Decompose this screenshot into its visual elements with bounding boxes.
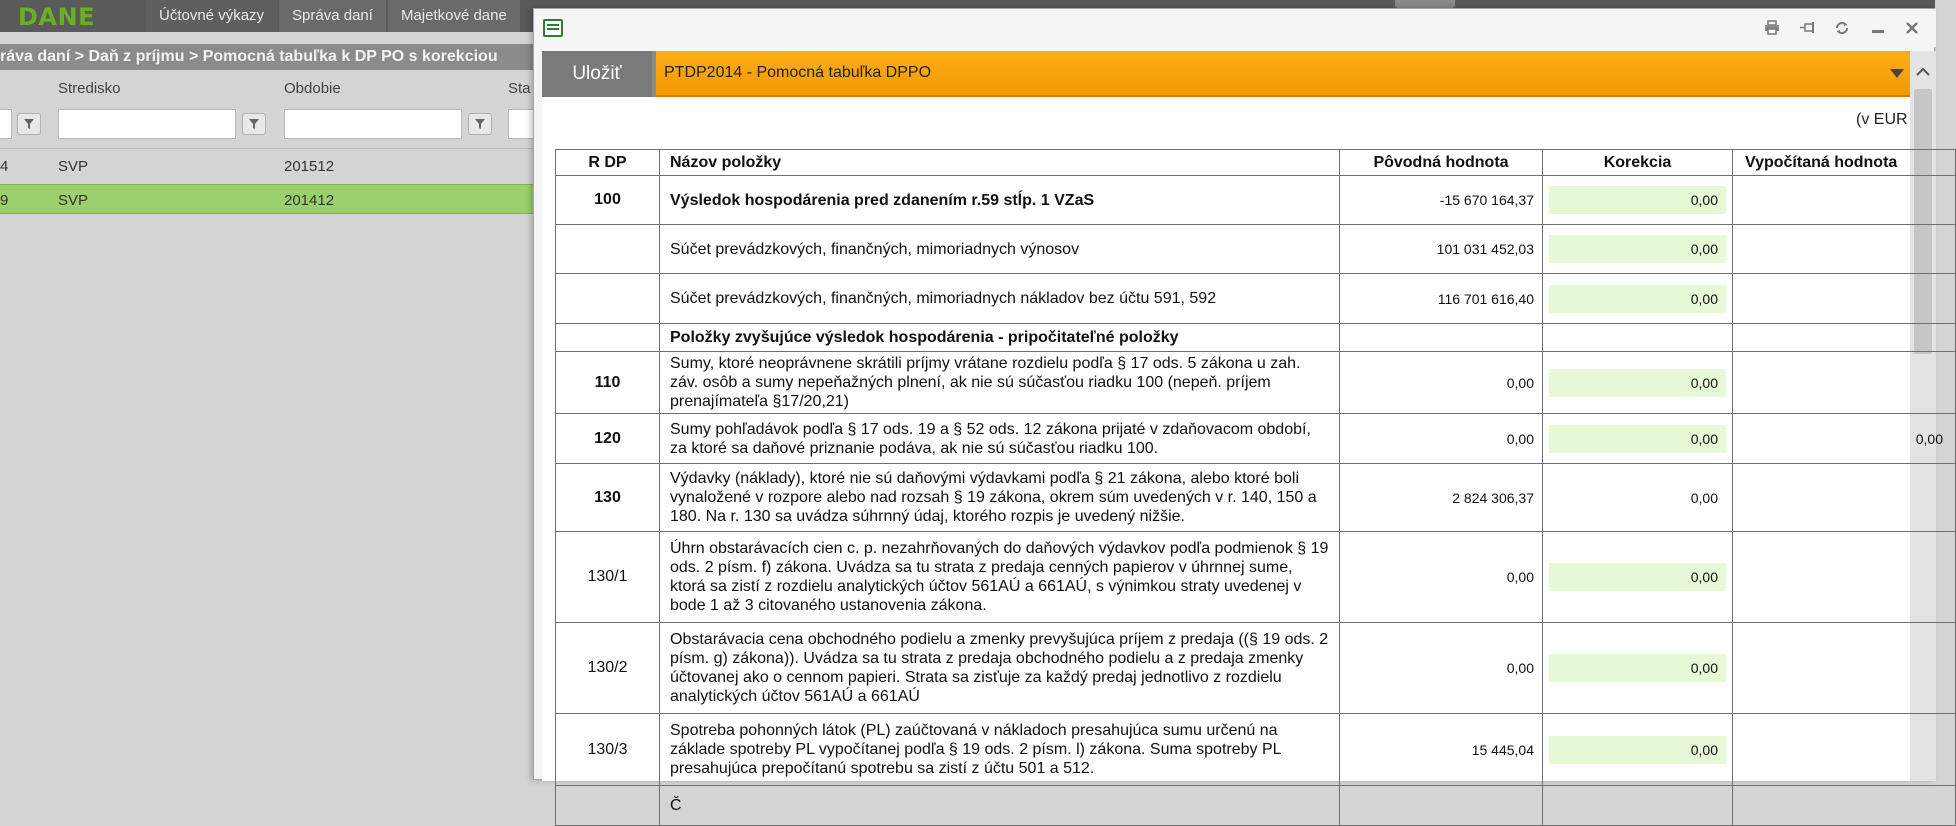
filter-icon[interactable] [468,113,492,135]
row-rdp [556,786,660,826]
close-icon[interactable] [1902,21,1922,39]
column-header-stredisko[interactable]: Stredisko [58,80,121,97]
print-icon[interactable] [1762,21,1782,39]
row-povodna [1340,324,1543,352]
currency-unit-label: (v EUR [1856,111,1908,128]
table-header-row [556,150,1956,176]
row-vypocitana [1733,714,1956,786]
row-korekcia-cell [1543,274,1733,324]
table-row[interactable] [0,151,540,181]
form-select-value: PTDP2014 - Pomocná tabuľka DPPO [664,64,932,81]
row-rdp: 130/3 [556,714,660,786]
header-korekcia: Korekcia [1543,150,1733,176]
row-rdp: 100 [556,176,660,225]
table-row [556,786,1956,826]
row-korekcia-cell [1543,176,1733,225]
filter-input-id[interactable] [0,109,12,139]
header-vypocitana: Vypočítaná hodnota [1733,150,1956,176]
row-name: Súčet prevádzkových, finančných, mimoriadnych nákladov bez účtu 591, 592 [660,274,1340,324]
row-korekcia-cell [1543,414,1733,464]
korekcia-input[interactable]: 0,00 [1549,736,1726,764]
table-row [556,532,1956,623]
row-id: 4 [0,158,9,175]
form-modal [533,8,1943,814]
korekcia-input[interactable]: 0,00 [1549,563,1726,591]
row-korekcia-cell [1543,714,1733,786]
row-povodna: 116 701 616,40 [1340,274,1543,324]
table-row [556,714,1956,786]
row-rdp [556,274,660,324]
korekcia-input[interactable]: 0,00 [1549,369,1726,397]
top-nav [146,0,522,32]
row-vypocitana [1733,532,1956,623]
row-povodna: 0,00 [1340,352,1543,414]
row-rdp: 130/2 [556,623,660,714]
row-name: Úhrn obstarávacích cien c. p. nezahrňovaných do daňových výdavkov podľa podmienok § 19 ods. 2 písm. f) zákona. Uvádza sa tu strata z predaja cenných papierov v úhrnnej sume, ktorá sa zistí z rozdielu analytických účtov 561AÚ a 661AÚ, s výnimkou straty uvedenej v bode 1 až 3 citovaného ustanovenia zákona. [660,532,1340,623]
row-povodna [1340,786,1543,826]
filter-icon[interactable] [17,113,41,135]
korekcia-value: 0,00 [1690,489,1718,506]
header-rdp: R DP [556,150,660,176]
row-vypocitana [1733,225,1956,274]
row-korekcia-cell [1543,352,1733,414]
section-heading: Položky zvyšujúce výsledok hospodárenia - pripočitateľné položky [660,324,1340,352]
table-row [556,623,1956,714]
chevron-down-icon[interactable] [1890,69,1904,78]
row-korekcia-cell [1543,324,1733,352]
row-name: Súčet prevádzkových, finančných, mimoriadnych výnosov [660,225,1340,274]
row-rdp [556,324,660,352]
row-vypocitana [1733,352,1956,414]
row-name: Výdavky (náklady), ktoré nie sú daňovými výdavkami podľa § 21 zákona, alebo ktoré boli vynaložené v rozpore alebo nad rozsah § 19 zákona, okrem súm uvedených v r. 140, 150 a 180. Na r. 130 sa uvádza súhrnný údaj, ktorého rozpis je uvedený nižšie. [660,464,1340,532]
row-vypocitana [1733,324,1956,352]
table-row [556,464,1956,532]
row-korekcia-cell [1543,225,1733,274]
column-header-obdobie[interactable]: Obdobie [284,80,341,97]
breadcrumb: ráva daní > Daň z príjmu > Pomocná tabuľka k DP PO s korekciou [0,44,540,70]
minimize-icon[interactable] [1868,21,1888,39]
grid-separator [0,148,540,149]
row-povodna: 101 031 452,03 [1340,225,1543,274]
table-row [556,352,1956,414]
row-name: Spotreba pohonných látok (PL) zaúčtovaná v nákladoch presahujúca sumu určenú na základe spotreby PL vypočítanej podľa § 19 ods. 2 písm. l) zákona. Suma spotreby PL presahujúca prepočítanú spotrebu sa zistí z účtu 501 a 512. [660,714,1340,786]
table-row [556,225,1956,274]
table-row [556,414,1956,464]
row-rdp [556,225,660,274]
row-povodna: 15 445,04 [1340,714,1543,786]
row-name: Obstarávacia cena obchodného podielu a zmenky prevyšujúca príjem z predaja ((§ 19 ods. 2 písm. g) zákona)). Uvádza sa tu strata z predaja obchodného podielu a z predaja zmenky účtovanej ako o cennom papieri. Strata sa zisťuje za každý predaj jednotlivo z rozdielu analytických účtov 561AÚ a 661AÚ [660,623,1340,714]
row-vypocitana [1733,176,1956,225]
row-vypocitana [1733,274,1956,324]
tax-form-table [555,149,1956,826]
filter-input-obdobie[interactable] [284,109,462,139]
korekcia-input[interactable]: 0,00 [1549,285,1726,313]
table-row-selected[interactable] [0,184,540,214]
row-korekcia-cell [1543,532,1733,623]
row-povodna: 0,00 [1340,623,1543,714]
row-povodna: 0,00 [1340,532,1543,623]
row-stredisko: SVP [58,158,89,175]
row-vypocitana [1733,464,1956,532]
filter-input-stredisko[interactable] [58,109,236,139]
korekcia-input[interactable]: 0,00 [1549,235,1726,263]
row-korekcia-cell [1543,464,1733,532]
row-povodna: 0,00 [1340,414,1543,464]
row-povodna: -15 670 164,37 [1340,176,1543,225]
nav-sprava-dani[interactable]: Správa daní [279,0,386,32]
row-rdp: 130/1 [556,532,660,623]
modal-toolbar [542,51,1918,97]
table-row [556,274,1956,324]
korekcia-input[interactable]: 0,00 [1549,425,1726,453]
row-name: Sumy, ktoré neoprávnene skrátili príjmy vrátane rozdielu podľa § 17 ods. 5 zákona u zah. záv. osôb a sumy nepeňažných plnení, ak nie sú súčasťou riadku 100 (nepeň. príjem prenajímateľa §17/20,21) [660,352,1340,414]
column-header-stav[interactable]: Sta [508,80,531,97]
form-content [542,97,1943,814]
row-vypocitana: 0,00 [1733,414,1956,464]
app-logo: DANE [18,3,95,31]
row-stredisko: SVP [58,192,89,209]
nav-uctovne-vykazy[interactable]: Účtovné výkazy [146,0,277,32]
korekcia-input[interactable]: 0,00 [1549,186,1726,214]
nav-overflow-tab [1395,0,1455,8]
row-korekcia-cell [1543,786,1733,826]
modal-titlebar [534,9,1936,47]
row-povodna: 2 824 306,37 [1340,464,1543,532]
header-povodna: Pôvodná hodnota [1340,150,1543,176]
form-window-icon [543,19,563,37]
row-rdp: 120 [556,414,660,464]
row-vypocitana [1733,623,1956,714]
row-obdobie: 201412 [284,192,335,209]
row-obdobie: 201512 [284,158,335,175]
save-button[interactable]: Uložiť [542,51,652,97]
row-vypocitana [1733,786,1956,826]
row-name: Sumy pohľadávok podľa § 17 ods. 19 a § 52 ods. 12 zákona prijaté v zdaňovacom období, za ktoré sa daňové priznanie podáva, ak nie sú súčasťou riadku 100. [660,414,1340,464]
table-section-row [556,324,1956,352]
row-id: 9 [0,192,9,209]
row-rdp: 110 [556,352,660,414]
korekcia-input[interactable]: 0,00 [1549,654,1726,682]
row-korekcia-cell [1543,623,1733,714]
filter-icon[interactable] [242,113,266,135]
table-row [556,176,1956,225]
row-name: Č [660,786,1340,826]
scroll-up-icon[interactable] [1910,63,1936,83]
row-rdp: 130 [556,464,660,532]
form-select-dropdown[interactable] [656,51,1918,97]
header-nazov: Názov položky [660,150,1340,176]
nav-majetkove-dane[interactable]: Majetkové dane [388,0,520,32]
row-name: Výsledok hospodárenia pred zdanením r.59 stĺp. 1 VZaS [660,176,1340,225]
refresh-icon[interactable] [1832,21,1852,39]
pin-icon[interactable] [1798,21,1818,39]
